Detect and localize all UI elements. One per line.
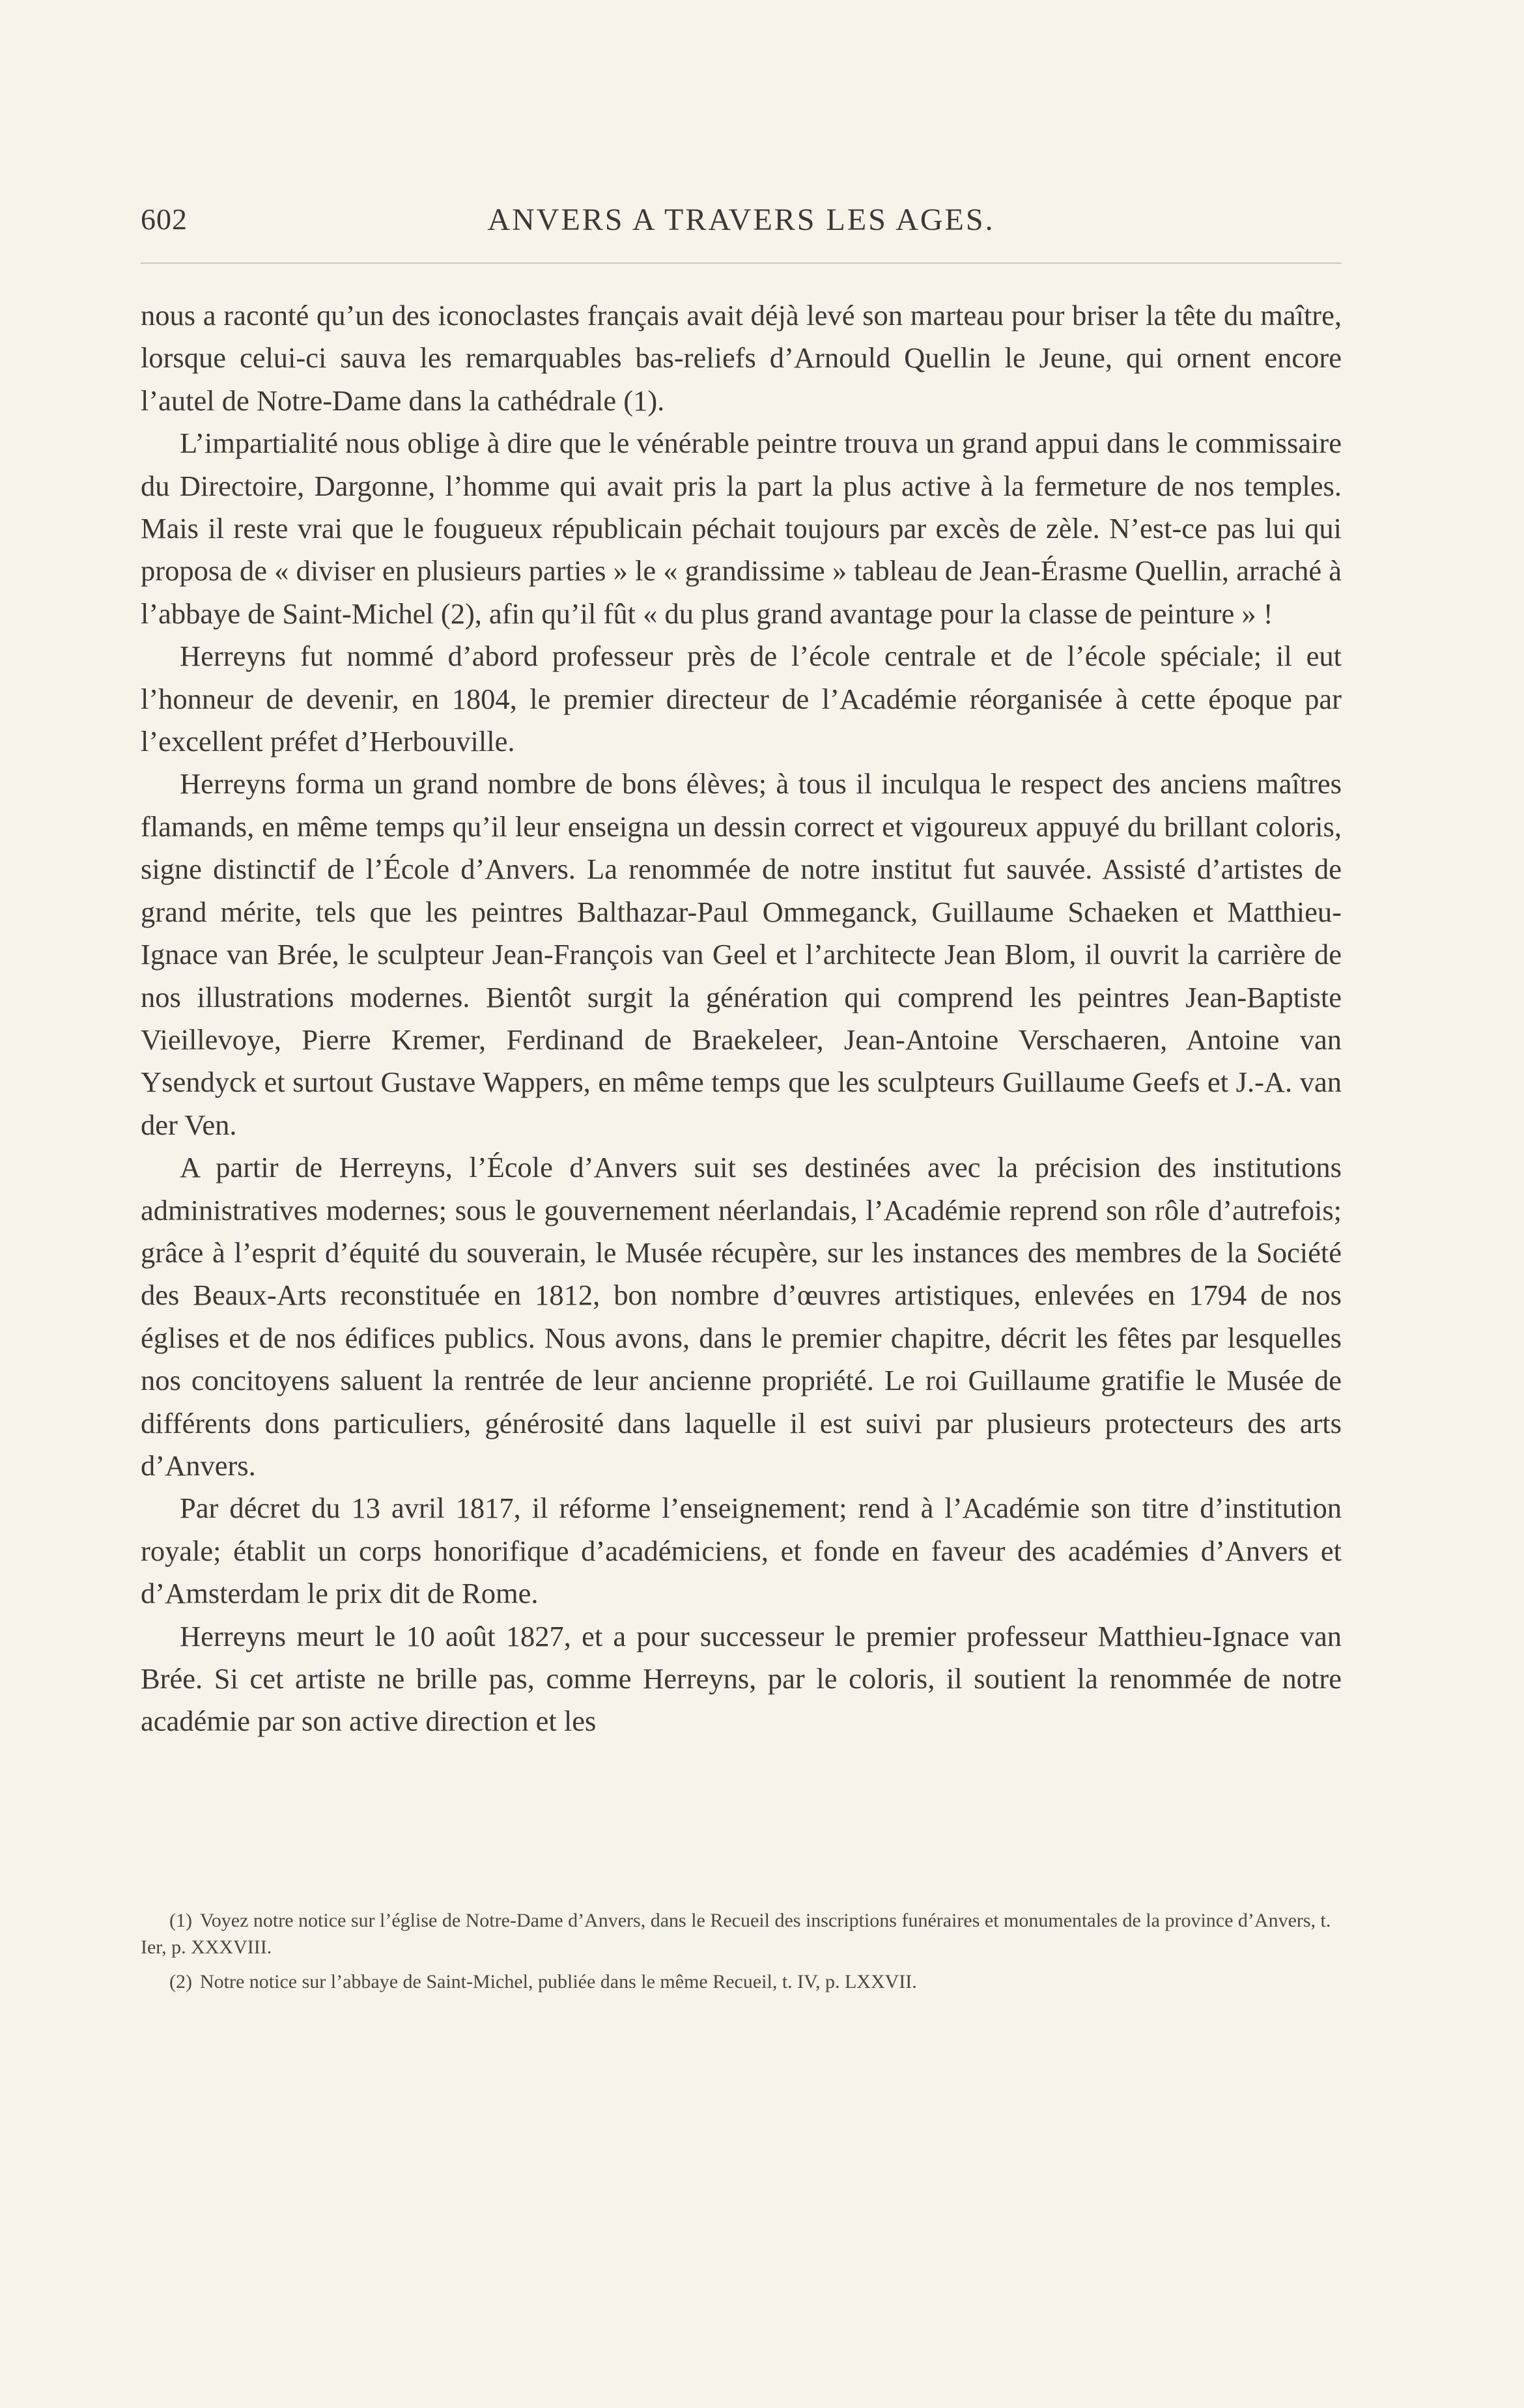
footnote-1	[141, 1907, 1342, 1961]
paragraph-2: L’impartialité nous oblige à dire que le vénérable peintre trouva un grand appui dans le commissaire du Directoire, Dargonne, l’homme qui avait pris la part la plus active à la fermeture de nos temples. Mais il reste vrai que le fougueux républicain péchait toujours par excès de zèle. N’est-ce pas lui qui proposa de « diviser en plusieurs parties » le « grandissime » tableau de Jean-Érasme Quellin, arraché à l’abbaye de Saint-Michel (2), afin qu’il fût « du plus grand avantage pour la classe de peinture » !	[141, 427, 1342, 630]
paragraph-3: Herreyns fut nommé d’abord professeur près de l’école centrale et de l’école spéciale; il eut l’honneur de devenir, en 1804, le premier directeur de l’Académie réorganisée à cette époque par l’excellent préfet d’Herbouville.	[141, 640, 1342, 758]
header-rule	[141, 262, 1342, 264]
footnotes	[141, 1907, 1342, 2003]
page-header	[141, 193, 1342, 245]
paragraph-4: Herreyns forma un grand nombre de bons élèves; à tous il inculqua le respect des anciens maîtres flamands, en même temps qu’il leur enseigna un dessin correct et vigoureux appuyé du brillant coloris, signe distinctif de l’École d’Anvers. La renommée de notre institut fut sauvée. Assisté d’artistes de grand mérite, tels que les peintres Balthazar-Paul Ommeganck, Guillaume Schaeken et Matthieu-Ignace van Brée, le sculpteur Jean-François van Geel et l’architecte Jean Blom, il ouvrit la carrière de nos illustrations modernes. Bientôt surgit la génération qui comprend les peintres Jean-Baptiste Vieillevoye, Pierre Kremer, Ferdinand de Braekeleer, Jean-Antoine Verschaeren, Antoine van Ysendyck et surtout Gustave Wappers, en même temps que les sculpteurs Guillaume Geefs et J.-A. van der Ven.	[141, 767, 1342, 1141]
paragraph-5: A partir de Herreyns, l’École d’Anvers suit ses destinées avec la précision des institutions administratives modernes; sous le gouvernement néerlandais, l’Académie reprend son rôle d’autrefois; grâce à l’esprit d’équité du souverain, le Musée récupère, sur les instances des membres de la Société des Beaux-Arts reconstituée en 1812, bon nombre d’œuvres artistiques, enlevées en 1794 de nos églises et de nos édifices publics. Nous avons, dans le premier chapitre, décrit les fêtes par lesquelles nos concitoyens saluent la rentrée de leur ancienne propriété. Le roi Guillaume gratifie le Musée de différents dons particuliers, générosité dans laquelle il est suivi par plusieurs protecteurs des arts d’Anvers.	[141, 1151, 1342, 1482]
page-number: 602	[141, 203, 188, 236]
footnote-2	[141, 1968, 1342, 1995]
paragraph-7: Herreyns meurt le 10 août 1827, et a pour successeur le premier professeur Matthieu-Ignace van Brée. Si cet artiste ne brille pas, comme Herreyns, par le coloris, il soutient la renommée de notre académie par son active direction et les	[141, 1619, 1342, 1738]
paragraph-6: Par décret du 13 avril 1817, il réforme l’enseignement; rend à l’Académie son titre d’institution royale; établit un corps honorifique d’académiciens, et fonde en faveur des académies d’Anvers et d’Amsterdam le prix dit de Rome.	[141, 1492, 1342, 1610]
footnote-2-text: Notre notice sur l’abbaye de Saint-Michel, publiée dans le même Recueil, t. IV, p. LXXVII.	[199, 1971, 917, 1992]
footnote-2-number: (2)	[169, 1971, 192, 1992]
paragraph-1: nous a raconté qu’un des iconoclastes français avait déjà levé son marteau pour briser la tête du maître, lorsque celui-ci sauva les remarquables bas-reliefs d’Arnould Quellin le Jeune, qui ornent encore l’autel de Notre-Dame dans la cathédrale (1).	[141, 299, 1342, 417]
running-title: ANVERS A TRAVERS LES AGES.	[487, 203, 995, 237]
footnote-1-text: Voyez notre notice sur l’église de Notre-Dame d’Anvers, dans le Recueil des inscriptions funéraires et monumentales de la province d’Anvers, t. Ier, p. XXXVIII.	[141, 1910, 1331, 1958]
footnote-1-number: (1)	[169, 1910, 192, 1931]
body-text	[141, 294, 1342, 1743]
